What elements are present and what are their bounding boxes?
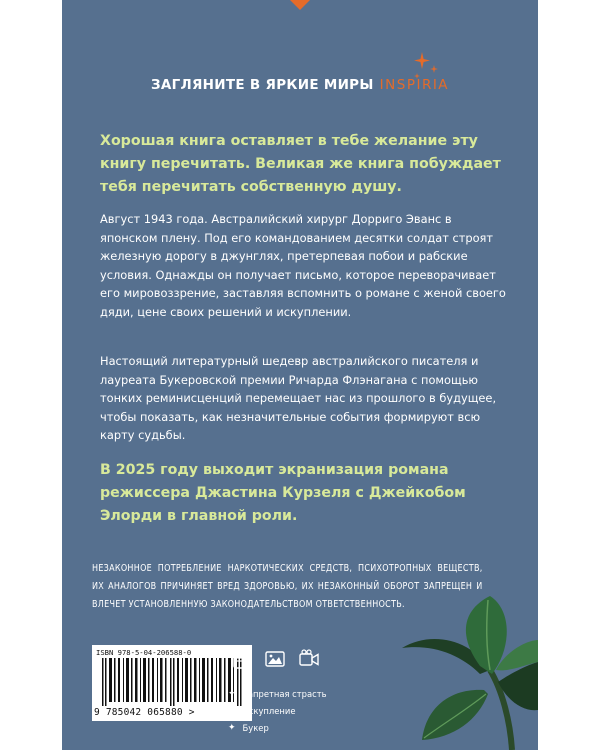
sparkle-bullet-icon: ✦ — [228, 689, 236, 699]
tag-item — [228, 703, 327, 720]
sparkle-bullet-icon: ✦ — [228, 706, 236, 716]
tag-item — [228, 686, 327, 703]
tag-list — [228, 686, 327, 737]
tag-label: Букер — [242, 723, 269, 733]
brand-text: ЗАГЛЯНИТЕ В ЯРКИЕ МИРЫ — [150, 77, 374, 93]
author-paragraph: Настоящий литературный шедевр австралийского писателя и лауреата Букеровской премии Ричарда Флэнагана с помощью тонких реминисценций перемещает нас из прошлого в будущее, чтобы показать, как незначительные события формируют всю карту судьбы. — [100, 354, 497, 443]
video-icon — [298, 648, 320, 670]
brand-accent: INSPIRIA — [379, 77, 450, 93]
tag-item — [228, 720, 327, 737]
tag-label: Искупление — [242, 706, 296, 716]
publisher-banner — [62, 77, 538, 93]
barcode-digits: 9 785042 065880 > — [94, 707, 195, 718]
isbn-label: ISBN 978-5-04-206588-0 — [96, 648, 192, 657]
leaf-illustration — [362, 570, 538, 750]
tag-label: Запретная страсть — [242, 689, 327, 699]
book-icon — [230, 648, 252, 670]
format-icons — [230, 648, 320, 670]
synopsis-paragraph: Август 1943 года. Австралийский хирург Дорриго Эванс в японском плену. Под его командованием десятки солдат строят железную дорогу в джунглях, претерпевая побои и рабские условия. Однажды он получает письмо, которое переворачивает его мировоззрение, заставляя вспомнить о романе с женой своего дяди, цене своих решений и искуплении. — [100, 212, 506, 319]
adaptation-note: В 2025 году выходит экранизация романа режиссера Джастина Курзеля с Джейкобом Элорди в главной роли. — [100, 462, 466, 524]
sparkle-bullet-icon: ✦ — [228, 723, 236, 733]
barcode — [102, 658, 246, 706]
legal-warning: НЕЗАКОННОЕ ПОТРЕБЛЕНИЕ НАРКОТИЧЕСКИХ СРЕДСТВ, ПСИХОТРОПНЫХ ВЕЩЕСТВ, ИХ АНАЛОГОВ ПРИЧИНЯЕТ ВРЕД ЗДОРОВЬЮ, ИХ НЕЗАКОННЫЙ ОБОРОТ ЗАПРЕЩЕН И ВЛЕЧЕТ УСТАНОВЛЕННУЮ ЗАКОНОДАТЕЛЬСТВОМ ОТВЕТСТВЕННОСТЬ. — [92, 563, 483, 610]
orange-tab-marker — [290, 0, 310, 10]
back-cover — [62, 0, 538, 750]
image-icon — [264, 648, 286, 670]
epigraph-quote: Хорошая книга оставляет в тебе желание эту книгу перечитать. Великая же книга побуждает тебя перечитать собственную душу. — [100, 133, 501, 195]
